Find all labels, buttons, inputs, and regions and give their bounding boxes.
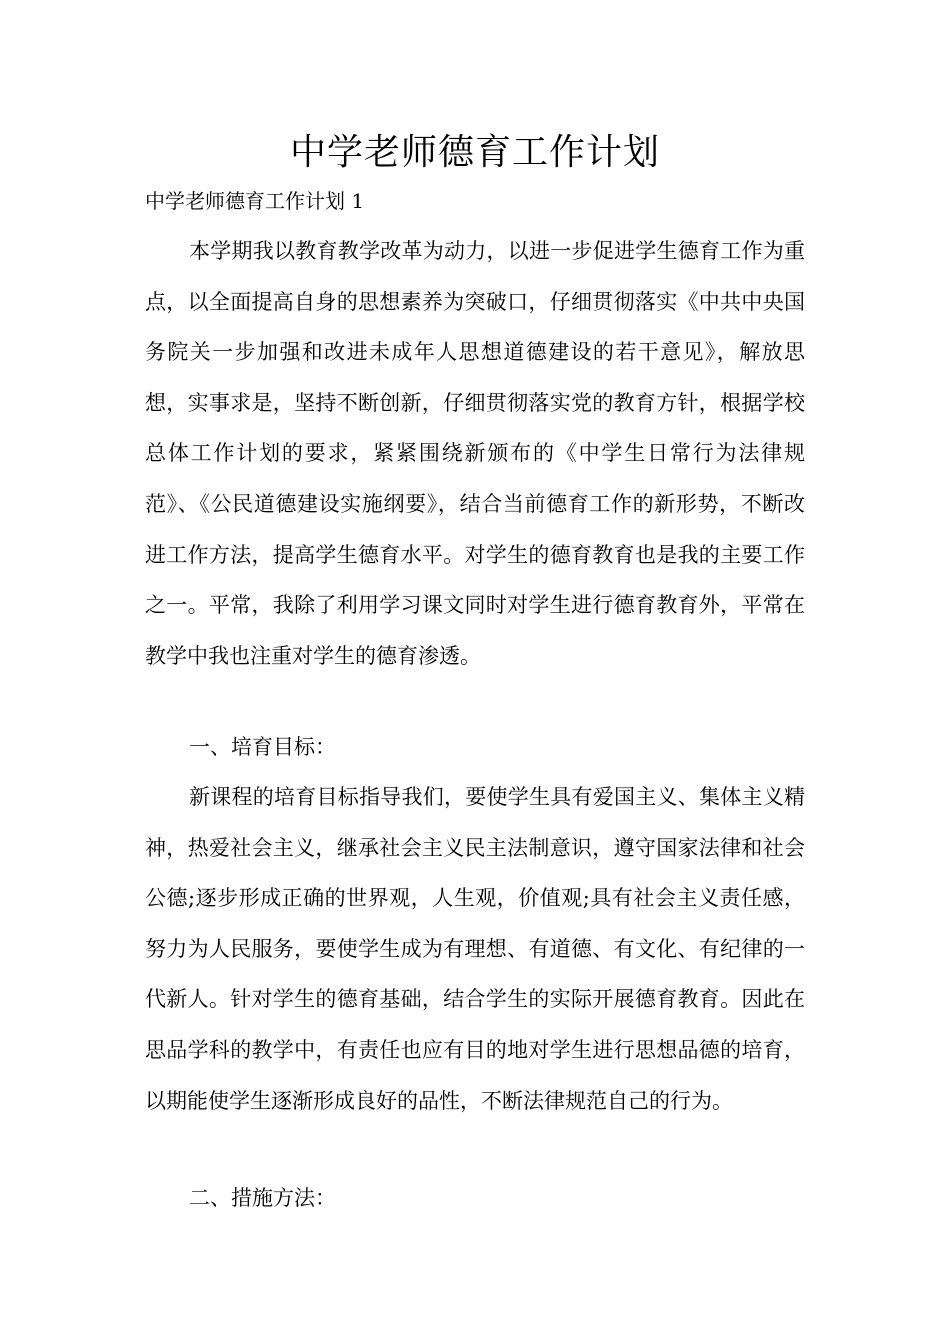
section-heading-methods: 二、措施方法： [189,1186,336,1210]
document-title: 中学老师德育工作计划 [289,132,660,173]
document-subtitle: 中学老师德育工作计划 1 [145,189,365,213]
intro-paragraph: 本学期我以教育教学改革为动力，以进一步促进学生德育工作为重点，以全面提高自身的思想素养为突破口，仔细贯彻落实《中共中央国务院关一步加强和改进未成年人思想道德建设的若干意见》，解放思想，实事求是，坚持不断创新，仔细贯彻落实党的教育方针，根据学校总体工作计划的要求，紧紧围绕新颁布的《中学生日常行为法律规范》、《公民道德建设实施纲要》，结合当前德育工作的新形势，不断改进工作方法，提高学生德育水平。对学生的德育教育也是我的主要工作之一。平常，我除了利用学习课文同时对学生进行德育教育外，平常在教学中我也注重对学生的德育渗透。 [145,239,805,668]
section-heading-goals: 一、培育目标： [189,735,336,759]
goals-paragraph: 新课程的培育目标指导我们，要使学生具有爱国主义、集体主义精神，热爱社会主义，继承社会主义民主法制意识，遵守国家法律和社会公德;逐步形成正确的世界观，人生观，价值观;具有社会主义责任感，努力为人民服务，要使学生成为有理想、有道德、有文化、有纪律的一代新人。针对学生的德育基础，结合学生的实际开展德育教育。因此在思品学科的教学中，有责任也应有目的地对学生进行思想品德的培育，以期能使学生逐渐形成良好的品性，不断法律规范自己的行为。 [145,785,805,1113]
